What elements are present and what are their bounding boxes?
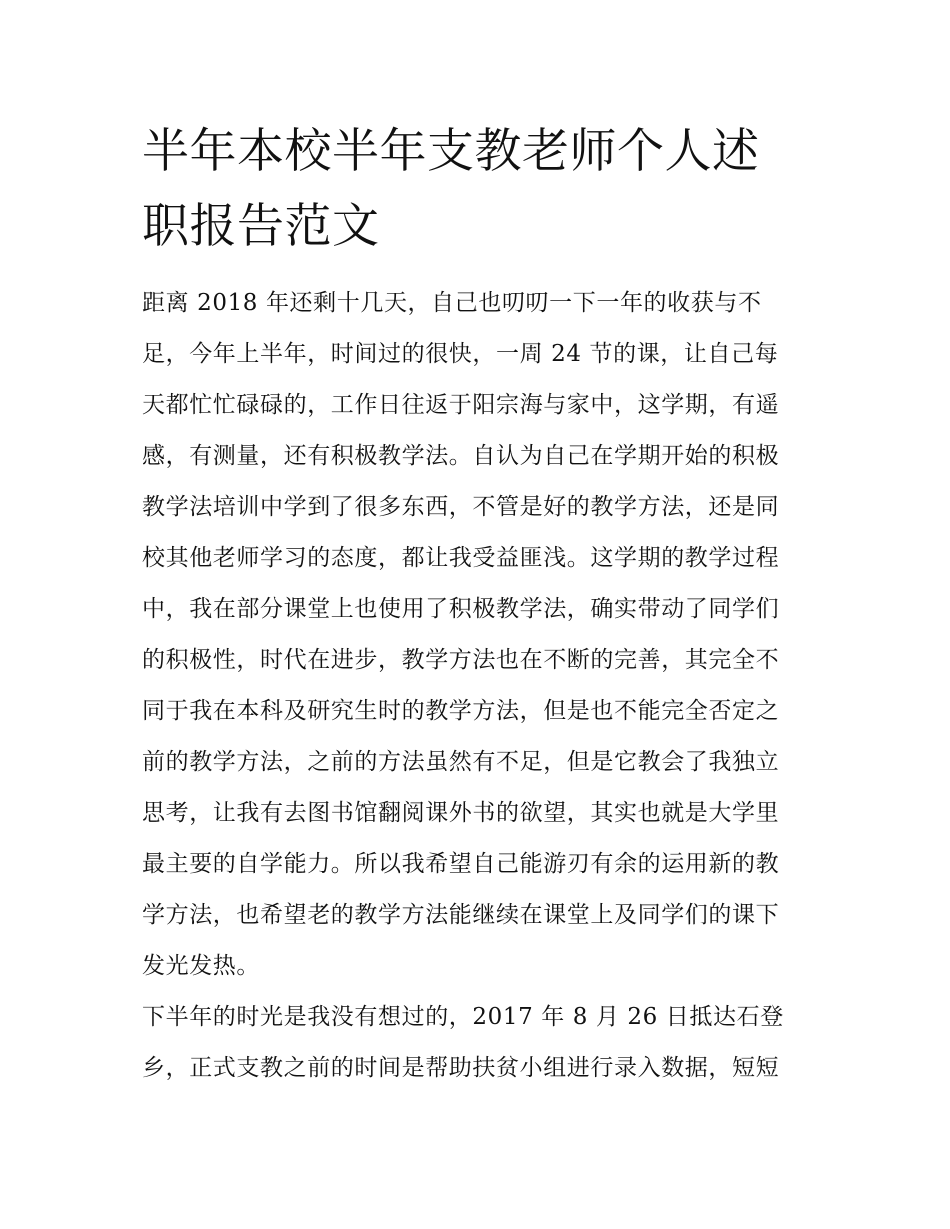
- text-line: 思考，让我有去图书馆翻阅课外书的欲望，其实也就是大学里: [142, 800, 780, 826]
- text-line: 天都忙忙碌碌的，工作日往返于阳宗海与家中，这学期，有遥: [142, 392, 780, 418]
- text-line: 同于我在本科及研究生时的教学方法，但是也不能完全否定之: [142, 698, 780, 724]
- text-line: 校其他老师学习的态度，都让我受益匪浅。这学期的教学过程: [142, 545, 780, 571]
- document-title: [142, 114, 822, 264]
- document-body: [142, 278, 822, 1094]
- text-line: 感，有测量，还有积极教学法。自认为自己在学期开始的积极: [142, 443, 780, 469]
- text-line: 发光发热。: [142, 953, 260, 979]
- text-line: 乡，正式支教之前的时间是帮助扶贫小组进行录入数据，短短: [142, 1055, 780, 1081]
- text-line: 足，今年上半年，时间过的很快，一周 24 节的课，让自己每: [142, 341, 779, 367]
- text-line: 下半年的时光是我没有想过的，2017 年 8 月 26 日抵达石登: [142, 1004, 784, 1030]
- paragraph-1: [142, 278, 822, 992]
- title-line: 职报告范文: [142, 199, 380, 254]
- paragraph-2: [142, 992, 822, 1094]
- text-line: 学方法，也希望老的教学方法能继续在课堂上及同学们的课下: [142, 902, 780, 928]
- text-line: 教学法培训中学到了很多东西，不管是好的教学方法，还是同: [142, 494, 780, 520]
- title-line: 半年本校半年支教老师个人述: [142, 124, 760, 179]
- text-line: 的积极性，时代在进步，教学方法也在不断的完善，其完全不: [142, 647, 780, 673]
- text-line: 最主要的自学能力。所以我希望自己能游刃有余的运用新的教: [142, 851, 780, 877]
- text-line: 前的教学方法，之前的方法虽然有不足，但是它教会了我独立: [142, 749, 780, 775]
- text-line: 距离 2018 年还剩十几天，自己也叨叨一下一年的收获与不: [142, 290, 762, 316]
- text-line: 中，我在部分课堂上也使用了积极教学法，确实带动了同学们: [142, 596, 780, 622]
